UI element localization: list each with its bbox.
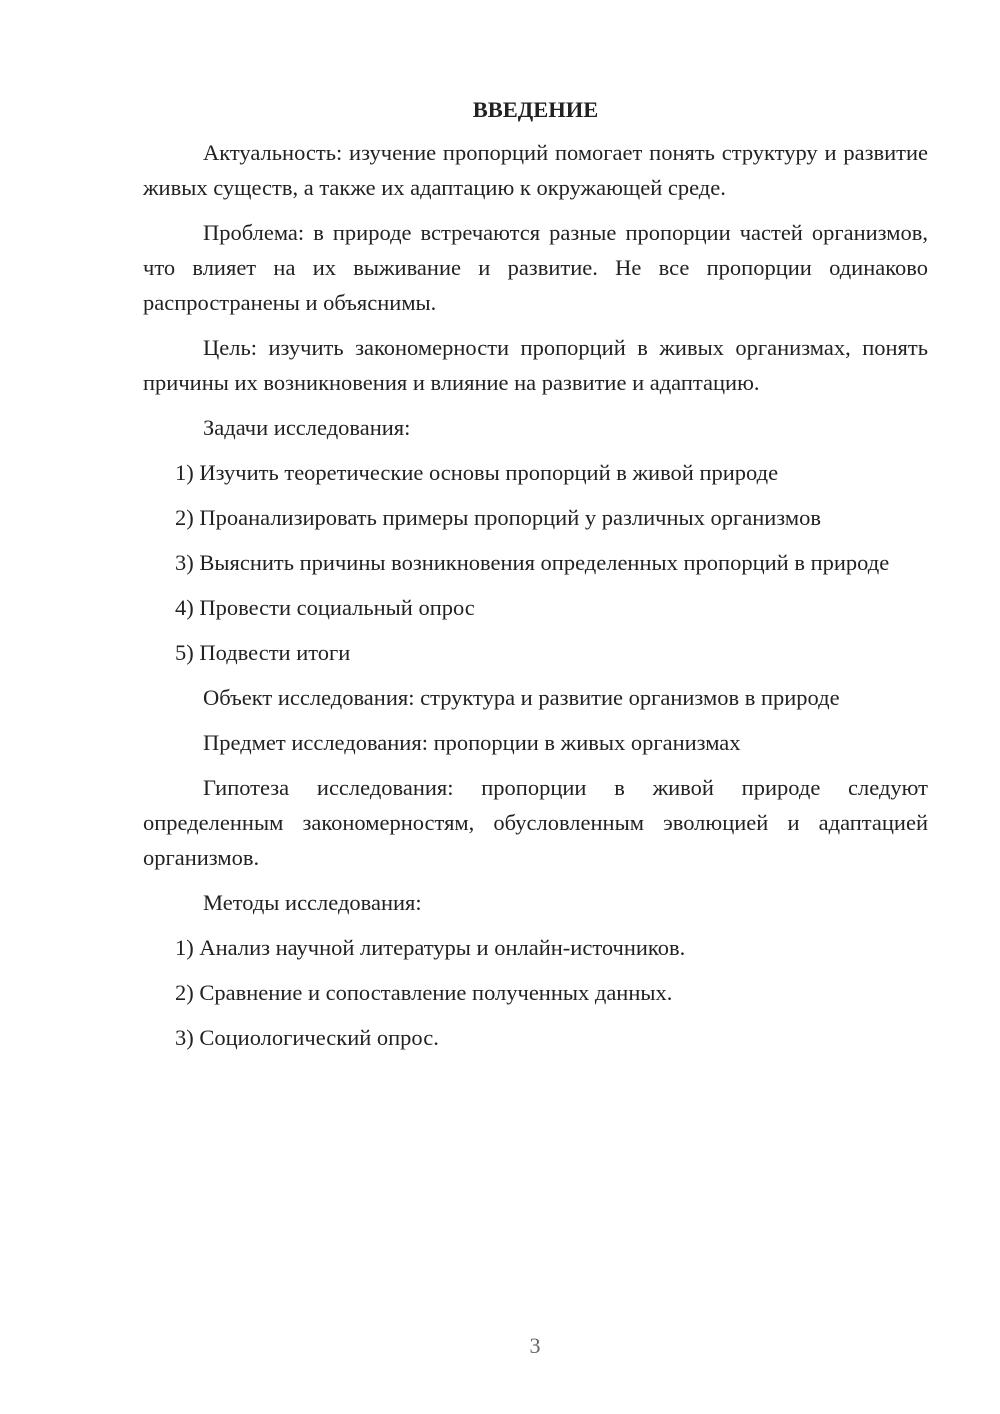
subject-paragraph: Предмет исследования: пропорции в живых организмах (203, 730, 741, 755)
tasks-heading: Задачи исследования: (203, 415, 411, 440)
method-item: 1) Анализ научной литературы и онлайн-источников. (175, 935, 686, 960)
hypothesis-paragraph: Гипотеза исследования: пропорции в живой природе следуют определенным закономерностям, обусловленным эволюцией и адаптацией организмов. (143, 775, 928, 870)
problem-paragraph: Проблема: в природе встречаются разные пропорции частей организмов, что влияет на их выживание и развитие. Не все пропорции одинаково распространены и объяснимы. (143, 220, 928, 315)
page-number: 3 (529, 1333, 541, 1358)
method-item: 3) Социологический опрос. (175, 1025, 439, 1050)
relevance-paragraph: Актуальность: изучение пропорций помогает понять структуру и развитие живых существ, а также их адаптацию к окружающей среде. (143, 140, 928, 200)
document-page (143, 95, 928, 1065)
task-item: 2) Проанализировать примеры пропорций у различных организмов (175, 505, 821, 530)
method-item: 2) Сравнение и сопоставление полученных данных. (175, 980, 673, 1005)
object-paragraph: Объект исследования: структура и развитие организмов в природе (203, 685, 840, 710)
section-title: ВВЕДЕНИЕ (472, 97, 599, 122)
task-item: 3) Выяснить причины возникновения определенных пропорций в природе (175, 550, 890, 575)
goal-paragraph: Цель: изучить закономерности пропорций в живых организмах, понять причины их возникновения и влияние на развитие и адаптацию. (143, 335, 928, 395)
task-item: 4) Провести социальный опрос (175, 595, 475, 620)
task-item: 5) Подвести итоги (175, 640, 351, 665)
methods-heading: Методы исследования: (203, 890, 422, 915)
task-item: 1) Изучить теоретические основы пропорций в живой природе (175, 460, 779, 485)
